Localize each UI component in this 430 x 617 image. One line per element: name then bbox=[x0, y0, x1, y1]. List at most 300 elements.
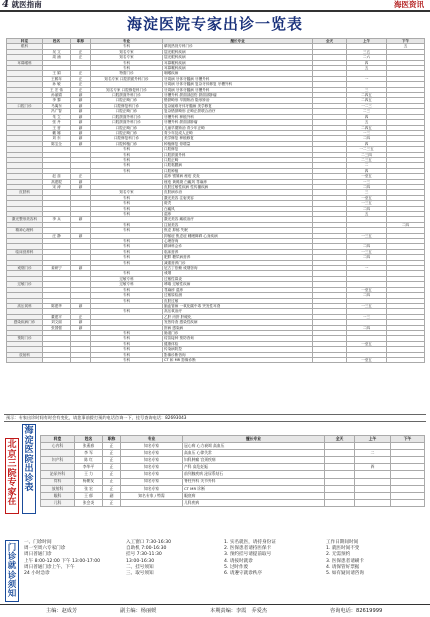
table-cell: 尼古丁依赖 戒烟咨询 bbox=[163, 266, 313, 271]
table-cell bbox=[325, 499, 355, 506]
table-cell: 正 bbox=[103, 499, 121, 506]
guide-line: 13:00-16:30 bbox=[126, 558, 155, 564]
table-cell: 专科 bbox=[91, 66, 163, 71]
table-cell: 三五 bbox=[347, 49, 387, 54]
table-cell: 知名专家 bbox=[121, 464, 183, 471]
table-cell: 一三五 bbox=[347, 249, 387, 254]
column-header: 姓名 bbox=[43, 39, 71, 44]
table-cell bbox=[391, 443, 425, 450]
guide-line: 1. 实名就医，请持身份证 bbox=[224, 540, 276, 545]
vertical-char: 专 bbox=[7, 478, 17, 488]
table-cell: 五 bbox=[347, 66, 387, 71]
table-cell: 副 bbox=[71, 217, 91, 222]
table-cell: 王鹤年 bbox=[43, 76, 71, 81]
table-cell: 知名专家 bbox=[91, 55, 163, 60]
table-cell: 王 娟 bbox=[43, 71, 71, 76]
guide-line: 周日普通门诊上午、下午 bbox=[24, 564, 75, 570]
table-cell: 正 bbox=[103, 464, 121, 471]
table-cell: 专科 bbox=[91, 330, 163, 335]
table-cell: 一至五 bbox=[347, 195, 387, 200]
table-cell: 预防门诊 bbox=[7, 336, 43, 341]
table-cell: 口腔正畸门诊 bbox=[91, 125, 163, 130]
table-cell: 二四 bbox=[387, 222, 425, 227]
table-cell: 王 力 bbox=[75, 471, 103, 478]
table-cell: 口腔正畸门诊 bbox=[91, 98, 163, 103]
table-cell: 一至五 bbox=[347, 174, 387, 179]
vertical-char: 诊 bbox=[7, 552, 17, 563]
table-cell: 陈 红 bbox=[75, 457, 103, 464]
table-cell: 耳鼻喉科疾病 bbox=[163, 60, 313, 65]
vertical-char: 海 bbox=[24, 426, 34, 436]
table-cell: 牙周病 牙体牙髓病 牙槽外科 bbox=[163, 87, 313, 92]
table-cell: 张 宏 bbox=[75, 485, 103, 492]
table-cell: 皮肤病诊治 bbox=[163, 190, 313, 195]
table-cell: 屈光眼科疾病 bbox=[163, 49, 313, 54]
table-cell: 副 bbox=[71, 233, 91, 238]
page-header bbox=[0, 0, 430, 10]
guide-line: 入工窗口 7:30-16:30 bbox=[126, 540, 172, 545]
table-row bbox=[41, 464, 425, 471]
table-cell: 口腔颌面外科门诊 bbox=[91, 93, 163, 98]
header-divider bbox=[0, 10, 430, 12]
table-cell: 正 bbox=[71, 55, 91, 60]
vertical-char: 须 bbox=[7, 579, 17, 590]
table-cell: 临床营养科 bbox=[7, 249, 43, 254]
table-cell: 副 bbox=[71, 325, 91, 330]
table-cell: 张燕春 bbox=[75, 443, 103, 450]
table-cell: 马寓东 bbox=[43, 103, 71, 108]
table-cell bbox=[325, 450, 355, 457]
table-cell: 咽喉疾病 bbox=[163, 71, 313, 76]
table-cell: 一 bbox=[347, 76, 387, 81]
table-cell: 专科 bbox=[91, 60, 163, 65]
table-cell: 一二三五 bbox=[347, 147, 387, 152]
table-cell: 副 bbox=[71, 130, 91, 135]
table-row bbox=[41, 471, 425, 478]
table-cell: 副 bbox=[71, 179, 91, 184]
table-cell: 儿童早期矫治 青少年正畸 bbox=[163, 125, 313, 130]
table-cell: 张 丹 bbox=[43, 120, 71, 125]
guide-line: 4. 请保管好票据 bbox=[326, 564, 360, 570]
table-cell bbox=[355, 499, 391, 506]
table-cell: 二三五 bbox=[347, 157, 387, 162]
table-cell: 口腔正畸门诊 bbox=[91, 130, 163, 135]
table-cell bbox=[391, 478, 425, 485]
table-cell: 正 bbox=[103, 450, 121, 457]
guide-col-1 bbox=[24, 540, 124, 577]
table-cell: 王 郁 bbox=[75, 492, 103, 499]
guide-line: 挂号 7:30-11:30 bbox=[126, 552, 162, 558]
table-cell bbox=[43, 357, 71, 362]
table-row bbox=[41, 499, 425, 506]
table-cell: 正 bbox=[103, 485, 121, 492]
table-cell: 临床营养 bbox=[163, 249, 313, 254]
table-cell bbox=[41, 464, 75, 471]
footer-divider bbox=[0, 604, 430, 605]
table-cell: 专科 bbox=[91, 260, 163, 265]
table-cell: 专科 bbox=[91, 201, 163, 206]
column-header: 职称 bbox=[71, 39, 91, 44]
table-cell: 冠心病 心力衰竭 高血压 bbox=[183, 443, 325, 450]
table-cell: 过敏性鼻炎 bbox=[163, 276, 313, 281]
guide-line: 5. 过时作废 bbox=[224, 564, 249, 570]
table-cell: 美学修复 种植修复 bbox=[163, 136, 313, 141]
table-cell: 专科 bbox=[91, 298, 163, 303]
guide-line: 二、挂号须知 bbox=[126, 564, 154, 570]
table-cell: 二四 bbox=[347, 244, 387, 249]
table-cell: 专科 bbox=[91, 239, 163, 244]
table-cell: 副 bbox=[71, 93, 91, 98]
table-cell: 减重营养门诊 bbox=[163, 260, 313, 265]
table-cell: 乙肝 丙肝 肝硬化 bbox=[163, 314, 313, 319]
table-cell: 专科 bbox=[91, 212, 163, 217]
guide-line: 周日普通门诊 bbox=[24, 552, 52, 558]
table-cell: 副 bbox=[71, 98, 91, 103]
table-cell bbox=[391, 492, 425, 499]
table-cell: 戒烟 bbox=[163, 271, 313, 276]
table-cell: 周 涌 bbox=[43, 55, 71, 60]
table-row bbox=[41, 492, 425, 499]
table-cell: 感染疾病门诊 bbox=[7, 320, 43, 325]
table-cell: 哮喘 过敏性疾病 bbox=[163, 282, 313, 287]
table-cell bbox=[391, 450, 425, 457]
table-cell: 高压氧科 bbox=[7, 303, 43, 308]
table-cell: 专科 bbox=[91, 222, 163, 227]
table-cell: 放射科 bbox=[7, 352, 43, 357]
vertical-char: 北 bbox=[7, 440, 17, 450]
table-cell: 口腔修复科门诊 bbox=[91, 136, 163, 141]
table-cell: 过敏门诊 bbox=[7, 282, 43, 287]
column-header: 职称 bbox=[103, 436, 121, 443]
table-cell: 二 bbox=[347, 163, 387, 168]
table-cell: 一三 bbox=[347, 314, 387, 319]
table-cell: 杨朝友 bbox=[75, 478, 103, 485]
table-cell: 心理咨询 bbox=[163, 239, 313, 244]
guide-line: 周一至周六专家门诊 bbox=[24, 546, 66, 552]
table-cell: 专科 bbox=[91, 206, 163, 211]
table-cell: 口腔颌面外科 bbox=[163, 152, 313, 157]
table-cell: 牙槽外科 颌面部创伤 颌面部肿瘤 bbox=[163, 93, 313, 98]
table-cell bbox=[391, 485, 425, 492]
table-cell: CT MR 诊断 bbox=[183, 485, 325, 492]
table-cell: 专科 bbox=[91, 347, 163, 352]
vertical-char: 表 bbox=[24, 483, 34, 493]
table-cell: 耳鼻喉科 bbox=[7, 60, 43, 65]
table-cell: 副 bbox=[71, 184, 91, 189]
table-cell: 专科 bbox=[91, 336, 163, 341]
table-cell: 正 bbox=[103, 457, 121, 464]
column-header: 下午 bbox=[387, 39, 425, 44]
table-cell: 戴 娜 bbox=[43, 130, 71, 135]
column-header: 专业 bbox=[121, 436, 183, 443]
page-footer bbox=[0, 606, 430, 617]
table-cell: 正 bbox=[71, 76, 91, 81]
guide-col-3 bbox=[224, 540, 324, 577]
table-cell: 董建平 bbox=[43, 314, 71, 319]
table-cell: 口腔种植 bbox=[163, 168, 313, 173]
table-cell: 李 军 bbox=[75, 450, 103, 457]
page-number: 4 bbox=[2, 0, 9, 10]
table-cell: 精神心理科 bbox=[7, 228, 43, 233]
table-row bbox=[41, 478, 425, 485]
table-cell: 宋 涛 bbox=[43, 184, 71, 189]
table-cell: 牙周病 牙体牙髓病 复杂牙体修复 牙槽外科 bbox=[163, 82, 313, 87]
table-cell: 专科 bbox=[91, 168, 163, 173]
vertical-char: 在 bbox=[7, 497, 17, 507]
table-cell: 湿疹 bbox=[163, 212, 313, 217]
table-cell: 口腔正畸门诊 bbox=[91, 109, 163, 114]
table-cell: 吴 文 bbox=[43, 49, 71, 54]
table-cell: 李 兵 bbox=[43, 217, 71, 222]
vertical-char: 门 bbox=[7, 543, 17, 553]
table-cell bbox=[325, 485, 355, 492]
table-cell: 皮肤过敏 bbox=[163, 298, 313, 303]
table-cell: 抑郁症 焦虑症 睡眠障碍 心身疾病 bbox=[163, 233, 313, 238]
table-cell: 李 黎 bbox=[43, 98, 71, 103]
table-cell: 二四 bbox=[347, 325, 387, 330]
table-cell: 陈建华 bbox=[43, 303, 71, 308]
guide-line: 3. 医保患者请刷卡 bbox=[326, 558, 365, 564]
vertical-char: 医 bbox=[24, 445, 34, 455]
table-cell: 知名专家 bbox=[121, 485, 183, 492]
table-cell: 一至五 bbox=[347, 287, 387, 292]
table-cell: 知名专家 bbox=[121, 443, 183, 450]
table-cell: 错颌畸形 早期矫治 隐形矫治 bbox=[163, 98, 313, 103]
table-cell: 四 bbox=[355, 464, 391, 471]
table-cell: 张国强 bbox=[43, 325, 71, 330]
table-cell: 产科 高危妊娠 bbox=[183, 464, 325, 471]
table-cell: 口腔种植门诊 bbox=[91, 141, 163, 146]
table-cell: 赵 蕊 bbox=[43, 174, 71, 179]
guide-line: 自助机 7:00-16:30 bbox=[126, 546, 167, 552]
table-cell: 泌尿外科 bbox=[41, 471, 75, 478]
table-cell: 二 bbox=[355, 450, 391, 457]
table-cell: 二四 bbox=[347, 136, 387, 141]
table-cell: 专科 bbox=[91, 271, 163, 276]
guide-line: 一、门诊时间 bbox=[24, 540, 52, 545]
column-header: 科室 bbox=[41, 436, 75, 443]
table-cell: 知名专家 bbox=[121, 471, 183, 478]
table-cell bbox=[325, 443, 355, 450]
table-cell: 种植修复 骨增量 bbox=[163, 141, 313, 146]
guide-line: 1. 就医时间不变 bbox=[326, 546, 360, 552]
table-cell: 放射科 bbox=[41, 485, 75, 492]
table-cell: 副 bbox=[71, 141, 91, 146]
table-cell: 牙槽外科 颌面部肿瘤 bbox=[163, 120, 313, 125]
table-cell: 专科 bbox=[91, 309, 163, 314]
table-cell: 睛视热视专科门诊 bbox=[163, 44, 313, 49]
table-cell: 过敏专科 bbox=[91, 276, 163, 281]
table-cell: 儿科 bbox=[41, 499, 75, 506]
table-cell: 口腔修复 bbox=[163, 147, 313, 152]
table-cell: 专科 bbox=[91, 147, 163, 152]
vertical-char: 出 bbox=[24, 464, 34, 474]
guide-col-2 bbox=[126, 540, 222, 577]
table-cell: 发热待查 感染性疾病 bbox=[163, 320, 313, 325]
guide-line: 3. 预约挂号请提前取号 bbox=[224, 552, 272, 558]
table-cell: 孙 敏 bbox=[43, 82, 71, 87]
table-cell: 口腔黏膜病 bbox=[163, 163, 313, 168]
footer-duty-editor: 本期责编：李霞 乔爱杰 bbox=[210, 608, 268, 614]
vertical-char: 院 bbox=[24, 454, 34, 465]
table-cell bbox=[355, 492, 391, 499]
table-cell: 知名专家 bbox=[91, 190, 163, 195]
footer-assoc-editor: 副主编：杨丽媛 bbox=[120, 608, 157, 614]
table-cell: 复杂疑难牙体牙髓病 美学修复 bbox=[163, 103, 313, 108]
table-cell: 副 bbox=[71, 114, 91, 119]
beijing-header-row bbox=[41, 436, 425, 443]
table-cell: 副 bbox=[71, 120, 91, 125]
table-cell: 肝病 感染病 bbox=[163, 325, 313, 330]
guide-line: 工作日期间时间 bbox=[326, 540, 359, 545]
table-cell: 知名专家 口腔修复科门诊 bbox=[91, 87, 163, 92]
table-cell: 前列腺疾病 泌尿系结石 bbox=[183, 471, 325, 478]
column-header: 擅长专业 bbox=[183, 436, 325, 443]
section-left: 就医指南 bbox=[11, 0, 42, 9]
table-cell: 王 晋 bbox=[43, 125, 71, 130]
table-cell: 三 bbox=[347, 87, 387, 92]
table-cell bbox=[391, 457, 425, 464]
table-cell: 口腔修复科门诊 bbox=[91, 103, 163, 108]
table-cell: 一至五 bbox=[347, 357, 387, 362]
table-cell: 正 bbox=[71, 82, 91, 87]
table-cell: 激光整形美容科 bbox=[7, 217, 43, 222]
table-cell bbox=[355, 471, 391, 478]
table-cell: 口腔门诊 bbox=[7, 103, 43, 108]
table-cell: 五 bbox=[387, 44, 425, 49]
table-cell: 刘 东 bbox=[43, 136, 71, 141]
table-cell: 四 bbox=[347, 168, 387, 173]
vertical-char: 院 bbox=[7, 468, 17, 479]
column-header: 上午 bbox=[355, 436, 391, 443]
table-cell: 二四 bbox=[347, 206, 387, 211]
table-cell: 特需门诊 bbox=[91, 71, 163, 76]
column-header: 科室 bbox=[7, 39, 43, 44]
table-cell: 一三 bbox=[347, 130, 387, 135]
column-header: 下午 bbox=[391, 436, 425, 443]
section-right: 海医资讯 bbox=[394, 0, 424, 9]
table-cell bbox=[325, 492, 355, 499]
table-cell: 牙周病 牙体牙髓病 牙槽外科 bbox=[163, 76, 313, 81]
table-cell: 高血压 心律失常 bbox=[183, 450, 325, 457]
table-cell: 陈宝全 bbox=[43, 141, 71, 146]
guide-line: 6. 请遵守就诊秩序 bbox=[224, 571, 263, 577]
table-cell: 二三四 bbox=[347, 152, 387, 157]
footer-editor: 主编：赵成芳 bbox=[46, 608, 78, 614]
table-cell: 副 bbox=[71, 266, 91, 271]
table-cell: 湿疹 银屑病 痤疮 皮炎 bbox=[163, 174, 313, 179]
vertical-char: 家 bbox=[7, 487, 17, 498]
table-cell: 副 bbox=[71, 136, 91, 141]
table-cell: 注射美容 bbox=[163, 222, 313, 227]
table-cell: 专科 bbox=[91, 152, 163, 157]
table-cell: 专科 bbox=[91, 195, 163, 200]
table-cell: 影像诊断咨询 bbox=[163, 352, 313, 357]
table-cell bbox=[71, 357, 91, 362]
table-cell: 四 bbox=[347, 60, 387, 65]
vertical-char: 就 bbox=[7, 561, 17, 572]
table-cell: 专科 bbox=[91, 228, 163, 233]
table-cell: 二四 bbox=[347, 255, 387, 260]
table-cell: 副 bbox=[71, 103, 91, 108]
table-cell bbox=[313, 357, 347, 362]
table-cell bbox=[391, 499, 425, 506]
table-cell: 痤疮 黄褐斑 白癜风 荨麻疹 bbox=[163, 179, 313, 184]
table-cell: 骨科 bbox=[41, 478, 75, 485]
table-cell: 妇产科 bbox=[41, 457, 75, 464]
table-cell: 妇科肿瘤 宫颈疾病 bbox=[183, 457, 325, 464]
table-cell: 正 bbox=[71, 49, 91, 54]
table-cell: 专科 bbox=[91, 157, 163, 162]
table-cell bbox=[387, 357, 425, 362]
table-cell: 一三五 bbox=[347, 201, 387, 206]
table-cell: 专科 bbox=[91, 287, 163, 292]
column-header: 擅长专业 bbox=[163, 39, 313, 44]
table-cell: 白癜风 bbox=[163, 206, 313, 211]
vertical-char: 知 bbox=[7, 589, 17, 600]
guide-col-4 bbox=[326, 540, 426, 577]
table-cell: 四 bbox=[347, 114, 387, 119]
guide-line: 4. 请按时就诊 bbox=[224, 558, 253, 564]
table-cell: 眼科 bbox=[41, 492, 75, 499]
table-cell: 肠道门诊 bbox=[163, 330, 313, 335]
vertical-label-blue bbox=[22, 424, 36, 514]
table-cell: 二三 bbox=[347, 109, 387, 114]
table-cell: 知名专家 bbox=[91, 49, 163, 54]
table-cell: 荨麻疹 湿疹 bbox=[163, 287, 313, 292]
table-cell bbox=[121, 499, 183, 506]
table-cell: 耳鼻喉科疾病 bbox=[163, 66, 313, 71]
table-cell: 副 bbox=[71, 125, 91, 130]
table-cell: 健康体检 bbox=[163, 341, 313, 346]
header-left bbox=[2, 0, 42, 10]
table-cell: 专科 bbox=[91, 341, 163, 346]
table-cell: 正 bbox=[103, 478, 121, 485]
column-header: 全天 bbox=[313, 39, 347, 44]
table-cell: 戒烟门诊 bbox=[7, 266, 43, 271]
guide-line: 2. 无需预约 bbox=[326, 552, 351, 558]
table-cell: 眼科 bbox=[7, 44, 43, 49]
table-cell: 一二三 bbox=[347, 103, 387, 108]
table-cell: 张会炎 bbox=[75, 499, 103, 506]
table-cell: 二四 bbox=[347, 184, 387, 189]
table-cell: 专科 bbox=[91, 163, 163, 168]
guide-line: 三、取号须知 bbox=[126, 571, 154, 577]
table-row bbox=[41, 457, 425, 464]
column-header: 姓名 bbox=[75, 436, 103, 443]
table-cell: 高建琨 bbox=[43, 179, 71, 184]
table-cell: 五 bbox=[347, 212, 387, 217]
table-cell: 专科 bbox=[91, 249, 163, 254]
vertical-char: 京 bbox=[7, 449, 17, 460]
column-header: 上午 bbox=[347, 39, 387, 44]
table-cell: 皮肤过敏性疾病 性传播疾病 bbox=[163, 184, 313, 189]
guide-line: 5. 如有疑问请咨询 bbox=[326, 571, 365, 577]
table-row bbox=[41, 443, 425, 450]
table-cell: 副 bbox=[71, 109, 91, 114]
table-cell: 二四五 bbox=[347, 98, 387, 103]
table-cell: 斑秃 bbox=[163, 201, 313, 206]
table-cell: 知名专家 bbox=[121, 478, 183, 485]
table-cell: 二四五 bbox=[347, 125, 387, 130]
table-cell: 正 bbox=[103, 471, 121, 478]
table-cell: 专科 bbox=[91, 293, 163, 298]
table-cell: 皮肤科 bbox=[7, 190, 43, 195]
table-row bbox=[7, 357, 425, 362]
column-header: 专业 bbox=[91, 39, 163, 44]
table-cell: 副 bbox=[71, 303, 91, 308]
table-cell: 五 bbox=[347, 120, 387, 125]
